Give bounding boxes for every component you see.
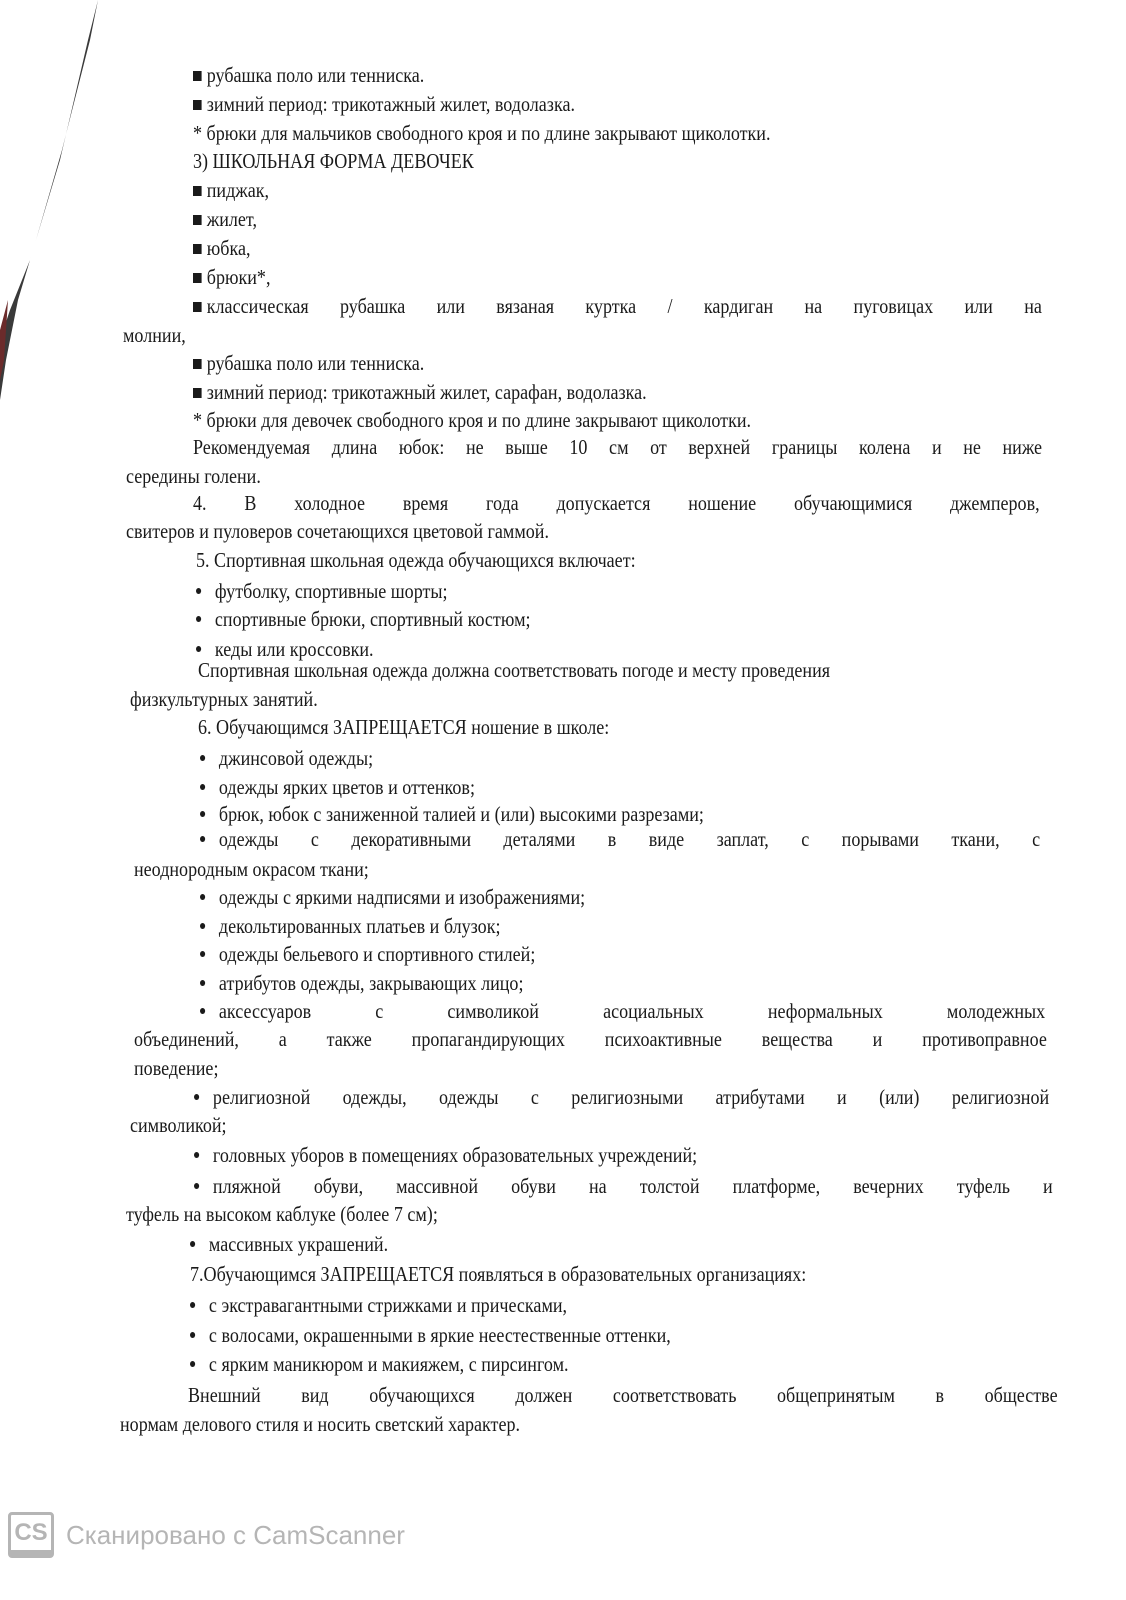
list-item — [193, 235, 250, 261]
line-text: футболку, спортивные шорты; — [214, 579, 448, 603]
bullet-icon — [190, 1241, 195, 1247]
list-item — [193, 350, 424, 376]
list-item — [200, 801, 704, 827]
line-text: юбка, — [206, 236, 251, 260]
square-bullet-icon — [193, 215, 202, 225]
line-text: рубашка поло или тенниска. — [206, 63, 425, 87]
list-item — [193, 62, 424, 88]
bullet-icon — [194, 1094, 199, 1100]
line-text: пиджак, — [206, 178, 270, 202]
line-text: брюки*, — [206, 265, 271, 289]
text-line — [130, 686, 318, 712]
list-item — [200, 745, 373, 771]
text-line — [193, 490, 1040, 516]
line-text: брюк, юбок с заниженной талией и (или) высокими разрезами; — [218, 802, 704, 826]
list-item — [193, 379, 647, 405]
bullet-icon — [200, 980, 205, 986]
line-text: с волосами, окрашенными в яркие неестественные оттенки, — [208, 1323, 671, 1347]
list-item — [200, 998, 1045, 1024]
text-line — [193, 120, 770, 146]
square-bullet-icon — [193, 244, 202, 254]
text-line — [188, 1382, 1058, 1408]
list-item — [200, 774, 475, 800]
bullet-icon — [200, 784, 205, 790]
line-text: рубашка поло или тенниска. — [206, 351, 425, 375]
line-text: головных уборов в помещениях образовательных учреждений; — [212, 1143, 698, 1167]
text-line — [126, 463, 261, 489]
text-line — [193, 407, 751, 433]
line-text: зимний период: трикотажный жилет, сарафан, водолазка. — [206, 380, 647, 404]
list-item — [196, 578, 448, 604]
line-text: декольтированных платьев и блузок; — [218, 914, 501, 938]
line-text: 5. Спортивная школьная одежда обучающихся включает: — [196, 548, 636, 572]
text-line — [126, 1201, 438, 1227]
line-text: спортивные брюки, спортивный костюм; — [214, 607, 531, 631]
line-text: атрибутов одежды, закрывающих лицо; — [218, 971, 524, 995]
list-item — [196, 606, 531, 632]
list-item — [190, 1322, 671, 1348]
square-bullet-icon — [193, 273, 202, 283]
text-line — [123, 322, 186, 348]
text-line — [190, 1261, 806, 1287]
line-text: одежды ярких цветов и оттенков; — [218, 775, 475, 799]
bullet-icon — [200, 811, 205, 817]
list-item — [194, 1084, 1049, 1110]
bullet-icon — [190, 1361, 195, 1367]
bullet-icon — [196, 588, 201, 594]
line-text: * брюки для девочек свободного кроя и по длине закрывают щиколотки. — [193, 408, 752, 432]
text-line — [130, 1112, 227, 1138]
bullet-icon — [200, 836, 205, 842]
camscanner-logo-icon: CS — [8, 1512, 54, 1558]
line-text: аксессуаров с символикой асоциальных неформальных молодежных — [218, 999, 1046, 1023]
line-text: объединений, а также пропагандирующих психоактивные вещества и противоправное — [134, 1027, 1047, 1051]
list-item — [190, 1292, 567, 1318]
line-text: классическая рубашка или вязаная куртка / кардиган на пуговицах или на — [206, 294, 1042, 318]
line-text: религиозной одежды, одежды с религиозными атрибутами и (или) религиозной — [212, 1085, 1050, 1109]
bullet-icon — [200, 755, 205, 761]
text-line — [134, 1026, 1047, 1052]
bullet-icon — [200, 894, 205, 900]
line-text: Спортивная школьная одежда должна соответствовать погоде и месту проведения — [198, 658, 831, 682]
text-line — [198, 657, 830, 683]
line-text: Рекомендуемая длина юбок: не выше 10 см от верхней границы колена и не ниже — [193, 435, 1043, 459]
list-item — [194, 1173, 1053, 1199]
list-item — [200, 970, 523, 996]
text-line — [193, 148, 474, 174]
text-line — [193, 434, 1042, 460]
text-line — [196, 547, 636, 573]
square-bullet-icon — [193, 302, 202, 312]
bullet-icon — [194, 1183, 199, 1189]
line-text: с ярким маникюром и макияжем, с пирсингом. — [208, 1352, 569, 1376]
line-text: * брюки для мальчиков свободного кроя и по длине закрывают щиколотки. — [193, 121, 771, 145]
line-text: с экстравагантными стрижками и прическами, — [208, 1293, 568, 1317]
list-item — [193, 293, 1042, 319]
line-text: джинсовой одежды; — [218, 746, 374, 770]
line-text: 4. В холодное время года допускается ношение обучающимися джемперов, — [193, 491, 1040, 515]
list-item — [193, 264, 270, 290]
bullet-icon — [190, 1302, 195, 1308]
list-item — [200, 826, 1040, 852]
line-text: нормам делового стиля и носить светский характер. — [120, 1412, 521, 1436]
line-text: пляжной обуви, массивной обуви на толстой платформе, вечерних туфель и — [212, 1174, 1053, 1198]
line-text: символикой; — [130, 1113, 227, 1137]
page-edge-shadow — [0, 0, 120, 400]
camscanner-watermark — [8, 1512, 405, 1558]
text-line — [134, 856, 369, 882]
line-text: одежды с яркими надписями и изображениями; — [218, 885, 586, 909]
line-text: зимний период: трикотажный жилет, водолазка. — [206, 92, 575, 116]
line-text: кеды или кроссовки. — [214, 637, 374, 661]
watermark-text: Сканировано с CamScanner — [66, 1519, 405, 1550]
square-bullet-icon — [193, 186, 202, 196]
square-bullet-icon — [193, 100, 202, 110]
bullet-icon — [196, 616, 201, 622]
line-text: туфель на высоком каблуке (более 7 см); — [126, 1202, 438, 1226]
text-line — [126, 518, 549, 544]
list-item — [194, 1142, 697, 1168]
line-text: свитеров и пуловеров сочетающихся цветовой гаммой. — [126, 519, 549, 543]
list-item — [200, 941, 535, 967]
list-item — [193, 206, 257, 232]
line-text: неоднородным окрасом ткани; — [134, 857, 369, 881]
list-item — [200, 913, 501, 939]
bullet-icon — [200, 923, 205, 929]
line-text: массивных украшений. — [208, 1232, 389, 1256]
square-bullet-icon — [193, 388, 202, 398]
line-text: молнии, — [123, 323, 186, 347]
bullet-icon — [196, 646, 201, 652]
line-text: 7.Обучающимся ЗАПРЕЩАЕТСЯ появляться в образовательных организациях: — [190, 1262, 807, 1286]
square-bullet-icon — [193, 359, 202, 369]
line-text: физкультурных занятий. — [130, 687, 318, 711]
line-text: 3) ШКОЛЬНАЯ ФОРМА ДЕВОЧЕК — [193, 149, 474, 173]
text-line — [120, 1411, 520, 1437]
line-text: поведение; — [134, 1056, 219, 1080]
text-line — [134, 1055, 218, 1081]
square-bullet-icon — [193, 71, 202, 81]
bullet-icon — [190, 1332, 195, 1338]
line-text: жилет, — [206, 207, 257, 231]
text-line — [198, 714, 609, 740]
bullet-icon — [200, 1008, 205, 1014]
list-item — [190, 1351, 569, 1377]
line-text: одежды с декоративными деталями в виде заплат, с порывами ткани, с — [218, 827, 1041, 851]
bullet-icon — [194, 1152, 199, 1158]
bullet-icon — [200, 951, 205, 957]
list-item — [193, 91, 575, 117]
list-item — [190, 1231, 388, 1257]
line-text: Внешний вид обучающихся должен соответствовать общепринятым в обществе — [188, 1383, 1058, 1407]
line-text: середины голени. — [126, 464, 261, 488]
line-text: 6. Обучающимся ЗАПРЕЩАЕТСЯ ношение в школе: — [198, 715, 610, 739]
list-item — [193, 177, 269, 203]
line-text: одежды бельевого и спортивного стилей; — [218, 942, 536, 966]
list-item — [200, 884, 585, 910]
